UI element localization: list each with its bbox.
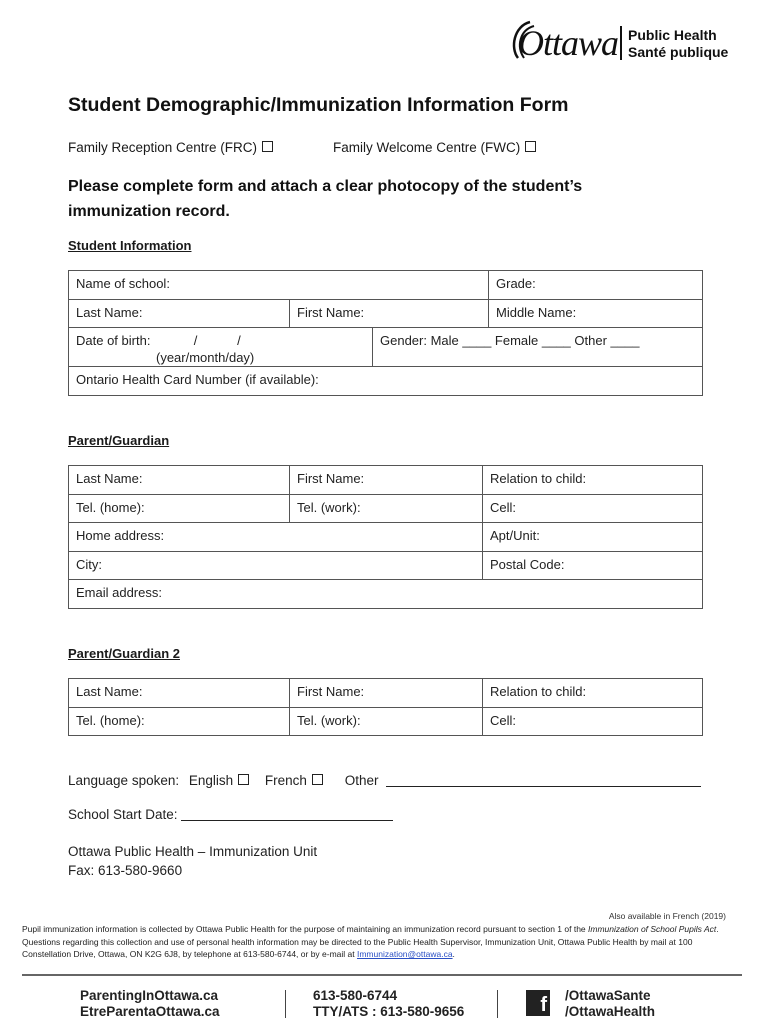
student-middle-name-label: Middle Name:: [496, 305, 577, 320]
privacy-text-b: . Questions regarding this collection and use of personal health information may be directed to the Public Health Supervisor, Immunization Unit, Ottawa Public Health by mail at 100 Constellation Drive, Ottawa, ON K2G 6J8, by telephone at 613-580-6744, or by e-mail at: [22, 924, 719, 959]
frc-option[interactable]: [68, 140, 273, 155]
privacy-notice: [22, 923, 734, 961]
footer-phones: [313, 988, 464, 1020]
privacy-text-a: Pupil immunization information is collected by Ottawa Public Health for the purpose of maintaining an immunization record pursuant to section 1 of the: [22, 924, 589, 934]
parent2-tel-work-field[interactable]: [289, 707, 483, 736]
parent2-first-name-label: First Name:: [297, 684, 365, 699]
parent2-last-name-label: Last Name:: [76, 684, 143, 699]
parent1-tel-home-field[interactable]: [68, 494, 290, 523]
parent1-tel-work-field[interactable]: [289, 494, 483, 523]
parent1-postal-code-label: Postal Code:: [490, 557, 565, 572]
facebook-icon: f: [526, 990, 550, 1016]
school-start-row: [68, 807, 393, 822]
parenting-website-link[interactable]: ParentingInOttawa.ca: [80, 988, 219, 1003]
student-last-name-label: Last Name:: [76, 305, 143, 320]
fwc-label: Family Welcome Centre (FWC): [333, 140, 521, 155]
parent2-relation-label: Relation to child:: [490, 684, 587, 699]
dob-format-hint: (year/month/day): [156, 350, 255, 365]
student-first-name-field[interactable]: [289, 299, 489, 328]
parent2-tel-home-label: Tel. (home):: [76, 713, 145, 728]
also-available-note: Also available in French (2019): [608, 911, 726, 921]
unit-name: Ottawa Public Health – Immunization Unit: [68, 844, 318, 859]
footer-divider: [22, 974, 742, 976]
language-other-label: Other: [344, 773, 379, 788]
school-name-field[interactable]: [68, 270, 489, 300]
grade-field[interactable]: [488, 270, 703, 300]
privacy-text-end: .: [452, 949, 455, 959]
footer-websites: [80, 988, 220, 1020]
student-last-name-field[interactable]: [68, 299, 290, 328]
school-name-label: Name of school:: [76, 276, 170, 291]
parent1-cell-field[interactable]: [482, 494, 703, 523]
parent1-city-label: City:: [76, 557, 102, 572]
parent1-last-name-label: Last Name:: [76, 471, 143, 486]
parent1-city-field[interactable]: [68, 551, 483, 580]
parent1-relation-label: Relation to child:: [490, 471, 587, 486]
language-french-label: French: [264, 773, 307, 788]
fwc-checkbox[interactable]: [525, 141, 536, 152]
unit-fax: Fax: 613-580-9660: [68, 863, 183, 878]
language-other-line[interactable]: [386, 786, 701, 787]
facebook-ottawahealth-link[interactable]: /OttawaHealth: [565, 1004, 656, 1019]
health-card-field[interactable]: [68, 366, 703, 396]
language-row: [68, 773, 701, 788]
logo-line-french: Santé publique: [628, 44, 729, 60]
facebook-ottawasante-link[interactable]: /OttawaSante: [565, 988, 651, 1003]
parent1-relation-field[interactable]: [482, 465, 703, 495]
parent2-last-name-field[interactable]: [68, 678, 290, 708]
gender-label: Gender: Male ____ Female ____ Other ____: [380, 333, 640, 348]
parent2-relation-field[interactable]: [482, 678, 703, 708]
parent1-apt-label: Apt/Unit:: [490, 528, 540, 543]
logo-line-english: Public Health: [628, 27, 717, 43]
instruction-text: Please complete form and attach a clear photocopy of the student’s immunization record.: [68, 178, 583, 220]
parent1-first-name-field[interactable]: [289, 465, 483, 495]
public-health-logo-text: [628, 27, 728, 61]
parent2-first-name-field[interactable]: [289, 678, 483, 708]
school-start-line[interactable]: [181, 820, 393, 821]
fwc-option[interactable]: [333, 140, 536, 155]
parent1-home-address-label: Home address:: [76, 528, 165, 543]
grade-label: Grade:: [496, 276, 536, 291]
footer-phone: 613-580-6744: [313, 988, 398, 1003]
parent1-cell-label: Cell:: [490, 500, 517, 515]
parent2-tel-home-field[interactable]: [68, 707, 290, 736]
parent1-home-address-field[interactable]: [68, 522, 483, 552]
date-of-birth-field[interactable]: [68, 327, 373, 367]
parent2-cell-label: Cell:: [490, 713, 517, 728]
parent2-section-heading: Parent/Guardian 2: [68, 646, 180, 661]
frc-label: Family Reception Centre (FRC): [68, 140, 258, 155]
privacy-act-name: Immunization of School Pupils Act: [588, 924, 717, 934]
parent1-tel-work-label: Tel. (work):: [297, 500, 361, 515]
parent1-tel-home-label: Tel. (home):: [76, 500, 145, 515]
footer-tty: TTY/ATS : 613-580-9656: [313, 1004, 465, 1019]
etre-parent-website-link[interactable]: EtreParentaOttawa.ca: [80, 1004, 220, 1019]
frc-checkbox[interactable]: [262, 141, 273, 152]
dob-label: Date of birth: / /: [76, 333, 241, 348]
parent1-apt-field[interactable]: [482, 522, 703, 552]
gender-field[interactable]: [372, 327, 703, 367]
parent1-email-field[interactable]: [68, 579, 703, 609]
logo-divider: [620, 26, 622, 60]
parent1-section-heading: Parent/Guardian: [68, 433, 170, 448]
health-card-label: Ontario Health Card Number (if available):: [76, 372, 319, 387]
student-first-name-label: First Name:: [297, 305, 365, 320]
parent1-email-label: Email address:: [76, 585, 162, 600]
language-english-label: English: [188, 773, 234, 788]
ottawa-logo-wordmark: Ottawa: [518, 23, 619, 63]
immunization-email-link[interactable]: Immunization@ottawa.ca: [356, 949, 453, 959]
parent1-last-name-field[interactable]: [68, 465, 290, 495]
footer-separator: [497, 990, 498, 1018]
footer-separator: [285, 990, 286, 1018]
french-checkbox[interactable]: [312, 774, 323, 785]
english-checkbox[interactable]: [238, 774, 249, 785]
parent1-first-name-label: First Name:: [297, 471, 365, 486]
footer-social: [565, 988, 655, 1020]
parent1-postal-code-field[interactable]: [482, 551, 703, 580]
form-title: Student Demographic/Immunization Information Form: [68, 94, 569, 116]
parent2-cell-field[interactable]: [482, 707, 703, 736]
student-section-heading: Student Information: [68, 238, 192, 253]
parent2-tel-work-label: Tel. (work):: [297, 713, 361, 728]
unit-info: [68, 842, 317, 880]
student-middle-name-field[interactable]: [488, 299, 703, 328]
school-start-label: School Start Date:: [68, 807, 178, 822]
language-label: Language spoken:: [68, 773, 180, 788]
